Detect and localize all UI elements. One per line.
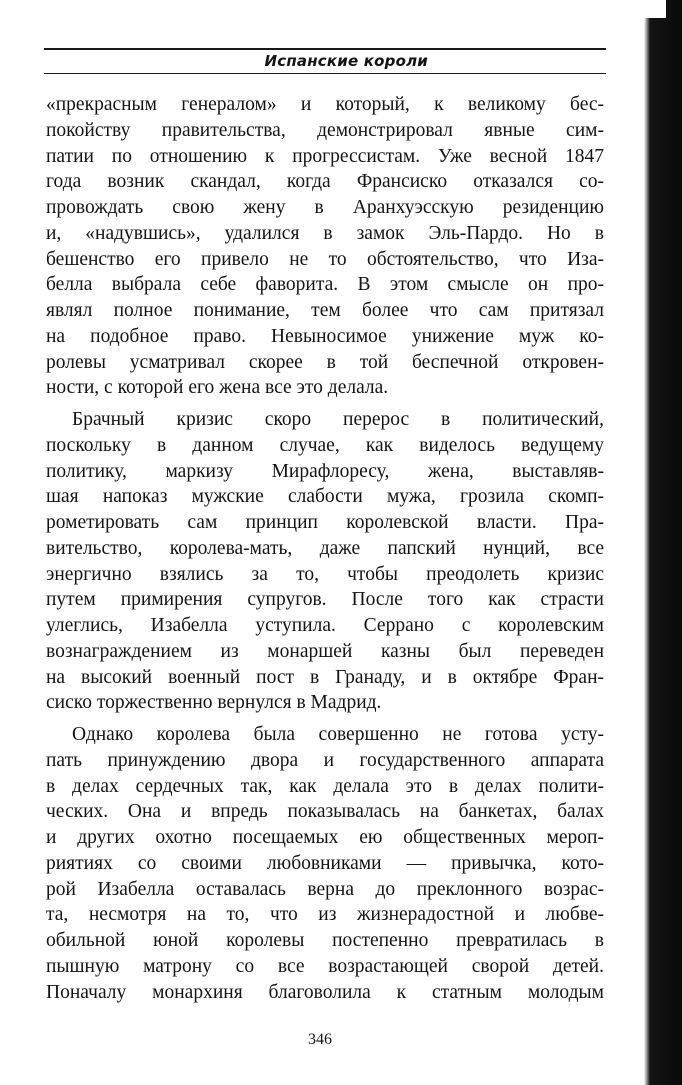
paragraph-2 [46,407,604,716]
running-head [44,50,606,72]
text-line: и, «надувшись», удалился в замок Эль-Пардо. Но в [46,222,604,244]
text-line: пать принуждению двора и государственного аппарата [46,749,604,771]
text-line: ролевы усматривал скорее в той беспечной откровен- [46,351,604,373]
text-line: ности, с которой его жена все это делала. [46,377,389,399]
spine-shadow-notch [644,0,666,18]
text-line: политику, маркизу Мирафлоресу, жена, выставляв- [46,460,604,482]
text-line: Однако королева была совершенно не готова усту- [72,724,604,745]
text-line: шая напоказ мужские слабости мужа, грозила скомп- [46,486,604,508]
text-line: «прекрасным генералом» и который, к великому бес- [46,94,604,115]
body-text [46,92,604,1005]
text-line: путем примирения супругов. После того как страсти [46,589,604,611]
paragraph-3 [46,722,604,1005]
text-line: риятиях со своими любовниками — привычка, кото- [46,852,604,874]
text-line: поскольку в данном случае, как виделось ведущему [46,434,604,456]
text-line: та, несмотря на то, что из жизнерадостной и любве- [46,904,604,926]
text-line: рометировать сам принцип королевской власти. Пра- [46,512,604,533]
text-line: и других охотно посещаемых ею общественных мероп- [46,827,604,848]
book-spine-shadow [640,0,682,1085]
text-line: энергично взялись за то, чтобы преодолеть кризис [46,563,604,585]
paragraph-1 [46,92,604,401]
text-line: сиско торжественно вернулся в Мадрид. [46,692,382,714]
text-line: рой Изабелла оставалась верна до преклонного возрас- [46,878,604,900]
text-line: года возник скандал, когда Франсиско отказался со- [46,171,604,193]
page-number: 346 [308,1031,332,1048]
text-line: в делах сердечных так, как делала это в делах полити- [46,775,604,797]
text-line: покойству правительства, демонстрировал явные сим- [46,119,604,141]
text-line: провождать свою жену в Аранхуэсскую резиденцию [46,197,604,218]
text-line: Поначалу монархиня благоволила к статным молодым [46,981,604,1003]
text-line: являл полное понимание, тем более что сам притязал [46,300,604,321]
text-line: на высокий военный пост в Гранаду, и в октябре Фран- [46,666,604,688]
text-line: патии по отношению к прогрессистам. Уже весной 1847 [46,145,604,167]
text-line: вительство, королева-мать, даже папский нунций, все [46,537,604,559]
header-rule-bottom [44,73,606,74]
text-line: обильной юной королевы постепенно превратилась в [46,930,604,951]
running-title: Испанские короли [264,52,428,70]
text-line: вознаграждением из монаршей казны был переведен [46,640,604,662]
text-line: улеглись, Изабелла уступила. Серрано с королевским [46,615,604,636]
text-line: Брачный кризис скоро перерос в политический, [72,409,604,430]
text-line: белла выбрала себе фаворита. В этом смысле он про- [46,274,604,296]
text-line: ческих. Она и впредь показывалась на банкетах, балах [46,801,604,823]
text-line: на подобное право. Невыносимое унижение муж ко- [46,325,604,347]
text-line: пышную матрону со все возрастающей сворой детей. [46,955,604,977]
text-line: бешенство его привело не то обстоятельство, что Иза- [46,248,604,270]
